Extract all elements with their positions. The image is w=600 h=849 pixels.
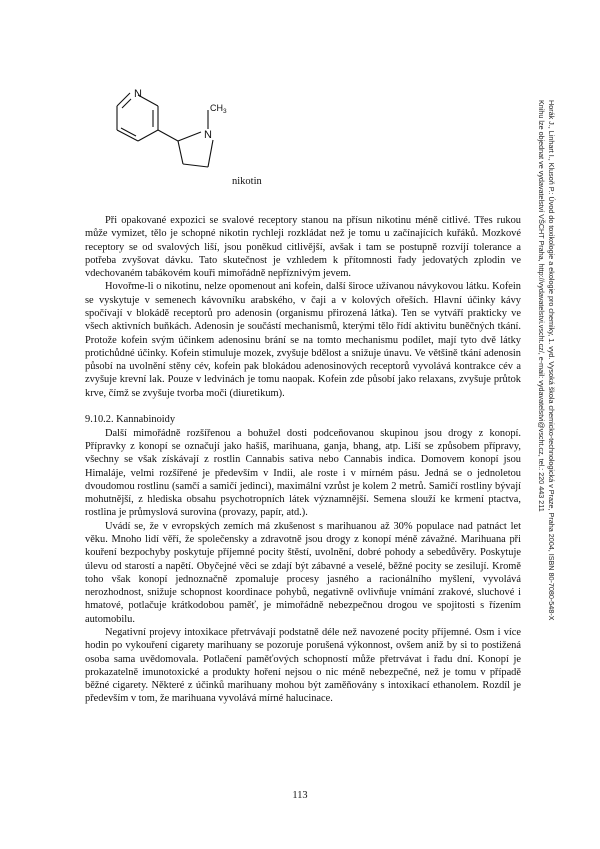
- paragraph: Další mimořádně rozšířenou a bohužel dosti podceňovanou skupinou jsou drogy z konopí. Přípravky z konopí se označují jako hašiš, marihuana, ganja, bhang, atp. Liší se způsobem přípravy, všechny se však získávají z rostlin Cannabis sativa nebo Cannabis indica. Domovem konopí jsou Himaláje, velmi rozšířené je především v Indii, ale roste i v mírném pásu. Jedná se o jednoletou dvoudomou rostlinu (samčí a samičí jedinci), maximální vzrůst je kolem 2 metrů. Samičí rostliny bývají mohutnější, z hlediska obsahu psychotropních látek významnější. Semena slouží ke krmení ptactva, rostlina je průmyslová surovina (provazy, papír, atd.).: [85, 427, 521, 519]
- bond-line: [178, 141, 183, 164]
- citation-line: Horák J., Linhart I., Klusoň P.: Úvod do toxikologie a ekologie pro chemiky, 1. vyd. Vysoká škola chemicko-technologická v Praze, Praha 2004, ISBN 80-7080-548-X: [547, 100, 556, 621]
- bond-line: [138, 130, 158, 141]
- bond-line: [117, 93, 130, 106]
- body-text: [85, 214, 521, 706]
- pyridine-nitrogen-label: N: [134, 88, 142, 100]
- page-number: 113: [292, 790, 308, 801]
- methyl-label: $CH_3$: [210, 103, 227, 115]
- paragraph: Při opakované expozici se svalové receptory stanou na přísun nikotinu méně citlivé. Třes rukou může vymizet, tělo je schopné nikotin rychleji rozkládat než je tomu u začínajících kuřáků. Mozkové receptory se od svalových liší, jsou poněkud citlivější, avšak i tam se postupně rozvíjí tolerance a potřeba zvyšovat dávku. Tato skutečnost je vzhledem k přítomnosti řady jedovatých zplodin ve vdechovaném tabákovém kouři mimořádně nepříznivým jevem.: [85, 215, 521, 280]
- compound-name-label: nikotin: [232, 176, 262, 187]
- double-bond-line: [121, 128, 136, 136]
- pyrrolidine-nitrogen-label: N: [204, 129, 212, 141]
- section-heading: 9.10.2. Kannabinoidy: [85, 414, 176, 426]
- bond-line: [178, 132, 201, 141]
- paragraph: Hovořme-li o nikotinu, nelze opomenout ani kofein, další široce užívanou návykovou látku. Kofein se vyskytuje v semenech kávovníku arabského, v čaji a v kolových ořeších. Hlavní účinky kávy spočívají v blokádě receptorů pro adenosin (organismu přirozená látka). Ten se vytváří prakticky ve všech aktivních buňkách. Adenosin je součástí mechanismů, kterými tělo řídí aktivitu buněčných tkání. Protože kofein svým účinkem adenosinu brání se na tomto mechanismu podílet, mají tyto dvě látky protichůdné účinky. Kofein stimuluje mozek, zvyšuje bdělost a snižuje únavu. Ve většině tkání adenosin působí na uvolnění stěny cév, kofein pak blokádou adenosinových receptorů vyvolává kontrakce cév a zvyšuje krevní lak. Pouze v ledvinách je tomu naopak. Kofein zde působí jako relaxans, zvyšuje průtok krve, čímž se zvyšuje tvorba moči (diuretikum).: [85, 281, 521, 399]
- side-citation: [534, 100, 556, 660]
- bond-line: [208, 140, 213, 167]
- bond-line: [158, 130, 178, 141]
- order-info-line: Knihu lze objednat ve vydavatelství VŠCHT Praha, http://vydavatelstvi.vscht.cz/, e-mail: vydavatelstvi@vscht.cz, tel.: 220 443 211: [537, 100, 546, 512]
- paragraph: Negativní projevy intoxikace přetrvávají podstatně déle než navozené pocity příjemné. Osm i více hodin po vykouření cigarety marihuany se pozoruje porušená výkonnost, ovšem aniž by si to postižená osoba sama uvědomovala. Potlačení paměťových schopností může přetrvávat i řadu dní. Konopí je prokazatelně imunotoxické a produkty hoření nejsou o nic méně nebezpečné, než je tomu v případě běžné cigarety. Některé z účinků marihuany mohou být zaměňovány s intoxikací ethanolem. Rozdíl je především v tom, že marihuana vyvolává mírné halucinace.: [85, 626, 521, 705]
- paragraph: Uvádí se, že v evropských zemích má zkušenost s marihuanou až 30% populace nad patnáct let věku. Mnoho lidí věří, že společensky a zdravotně jsou drogy z konopí méně závažné. Marihuana při kouření bezpochyby poskytuje příjemné pocity štěstí, uvolnění, dobré pohody a sebedůvěry. Poskytuje úlevu od starostí a napětí. Obyčejné věci se zdají být zábavné a veselé, běžné pocity se zesilují. Kromě toho však konopí jednoznačně zpomaluje procesy jasného a racionálního myšlení, vyvolává nerozhodnost, snižuje schopnost koordinace pohybů, negativně ovlivňuje vnímání zrakové, sluchové i hmatové, potlačuje krátkodobou paměť, je mimořádně nebezpečnou drogou ve spojitosti s řízením automobilu.: [85, 520, 521, 625]
- bond-line: [183, 164, 208, 167]
- nicotine-structure-figure: [100, 80, 310, 190]
- nicotine-structural-formula: [100, 80, 310, 190]
